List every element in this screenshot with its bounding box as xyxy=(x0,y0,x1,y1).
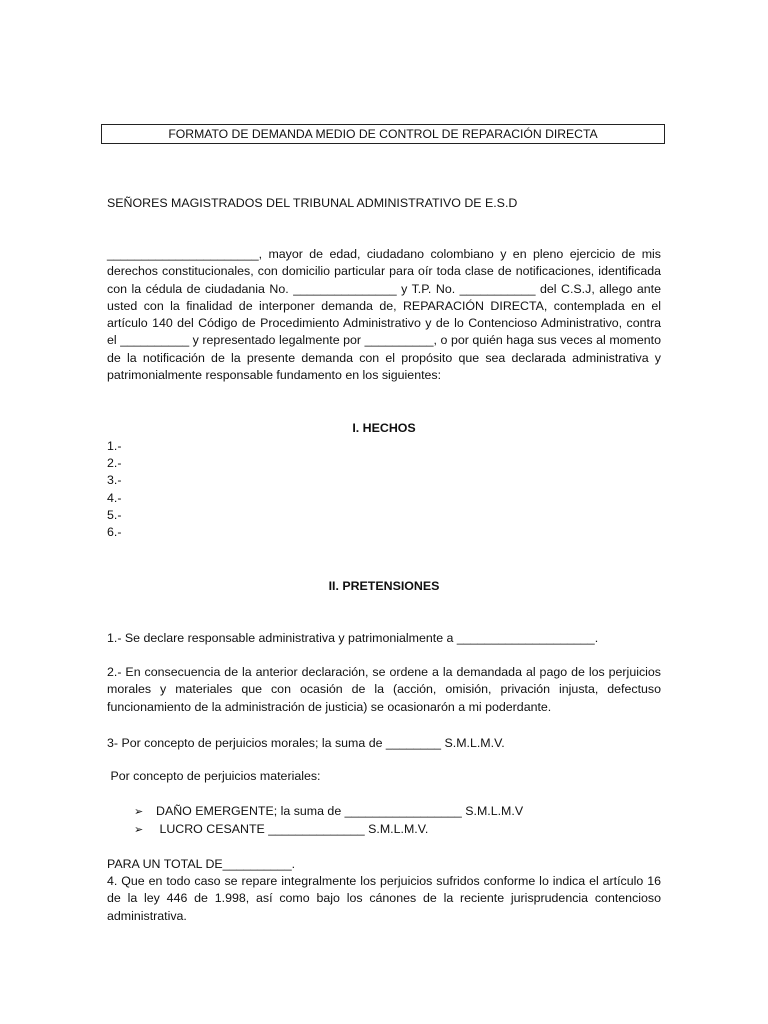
pretensiones-heading: II. PRETENSIONES xyxy=(328,579,440,593)
perjuicios-materiales-label: Por concepto de perjuicios materiales: xyxy=(107,769,321,783)
arrow-bullet-icon: ➢ xyxy=(134,824,144,836)
hechos-item: 4.- xyxy=(107,490,122,505)
total-line: PARA UN TOTAL DE__________. xyxy=(107,857,296,871)
salutation: SEÑORES MAGISTRADOS DEL TRIBUNAL ADMINISTRATIVO DE E.S.D xyxy=(107,196,518,210)
hechos-item: 5.- xyxy=(107,507,122,522)
arrow-bullet-icon: ➢ xyxy=(134,806,144,818)
pretension-1: 1.- Se declare responsable administrativa y patrimonialmente a ____________________. xyxy=(107,631,599,645)
hechos-item: 2.- xyxy=(107,456,122,471)
bullet-lucro-cesante xyxy=(134,821,428,839)
hechos-item: 6.- xyxy=(107,524,122,539)
bullet-text: LUCRO CESANTE ______________ S.M.L.M.V. xyxy=(156,822,429,836)
bullet-text: DAÑO EMERGENTE; la suma de _________________ S.M.L.M.V xyxy=(156,804,524,818)
document-title: FORMATO DE DEMANDA MEDIO DE CONTROL DE REPARACIÓN DIRECTA xyxy=(101,124,665,144)
pretension-3: 3- Por concepto de perjuicios morales; la suma de ________ S.M.L.M.V. xyxy=(107,736,505,750)
bullet-dano-emergente xyxy=(134,803,523,821)
hechos-list xyxy=(107,438,121,541)
hechos-item: 1.- xyxy=(107,439,122,453)
intro-paragraph: ______________________, mayor de edad, ciudadano colombiano y en pleno ejercicio de mis derechos constitucionales, con domicilio particular para oír toda clase de notificaciones, identificada con la cédula de ciudadania No. _______________ y T.P. No. ___________ del C.S.J, allego ante usted con la finalidad de interponer demanda de, REPARACIÓN DIRECTA, contemplada en el artículo 140 del Código de Procedimiento Administrativo y de lo Contencioso Administrativo, contra el __________ y representado legalmente por __________, o por quién haga sus veces al momento de la notificación de la presente demanda con el propósito que sea declarada administrativa y patrimonialmente responsable fundamento en los siguientes: xyxy=(107,247,661,383)
pretension-4: 4. Que en todo caso se repare integralmente los perjuicios sufridos conforme lo indica el artículo 16 de la ley 446 de 1.998, así como bajo los cánones de la reciente jurisprudencia contencioso administrativa. xyxy=(107,874,661,923)
hechos-heading: I. HECHOS xyxy=(352,421,416,435)
pretension-2: 2.- En consecuencia de la anterior declaración, se ordene a la demandada al pago de los perjuicios morales y materiales que con ocasión de la (acción, omisión, privación injusta, defectuso funcionamiento de la administración de justicia) se ocasionarón a mi poderdante. xyxy=(107,665,661,714)
hechos-item: 3.- xyxy=(107,473,122,488)
